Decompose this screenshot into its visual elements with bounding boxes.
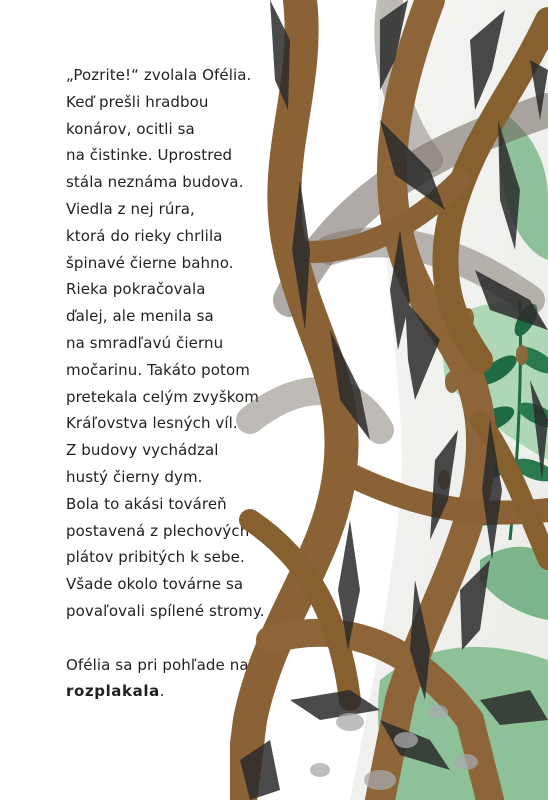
thorn bbox=[290, 690, 380, 720]
forest-illustration bbox=[230, 0, 548, 800]
text-line: Ofélia sa pri pohľade na to bbox=[66, 655, 269, 674]
text-line: na čistinke. Uprostred bbox=[66, 146, 233, 165]
text-line: povaľovali spílené stromy. bbox=[66, 601, 265, 620]
text-line: Z budovy vychádzal bbox=[66, 441, 219, 460]
text-line: Všade okolo továrne sa bbox=[66, 575, 244, 594]
text-line: pretekala celým zvyškom bbox=[66, 387, 260, 406]
text-line: ďalej, ale menila sa bbox=[66, 307, 214, 326]
text-line: hustý čierny dym. bbox=[66, 467, 203, 486]
text-line: na smradľavú čiernu bbox=[66, 333, 224, 352]
text-line: močarinu. Takáto potom bbox=[66, 360, 250, 379]
text-line: Bola to akási továreň bbox=[66, 494, 227, 513]
emphasized-word: rozplakala bbox=[66, 682, 160, 701]
text-line: „Pozrite!“ zvolala Ofélia. bbox=[66, 66, 252, 84]
text-line: postavená z plechových bbox=[66, 521, 250, 540]
text-line: špinavé čierne bahno. bbox=[66, 253, 234, 272]
text-line: Viedla z nej rúra, bbox=[66, 199, 195, 218]
text-line: ktorá do rieky chrlila bbox=[66, 226, 223, 245]
text-line: Keď prešli hradbou bbox=[66, 92, 209, 111]
seed-pod bbox=[516, 345, 528, 365]
text-line: plátov pribitých k sebe. bbox=[66, 548, 245, 567]
text-line: stála neznáma budova. bbox=[66, 173, 244, 192]
final-period: . bbox=[159, 682, 165, 701]
text-line: konárov, ocitli sa bbox=[66, 119, 195, 138]
text-line: Rieka pokračovala bbox=[66, 280, 206, 299]
text-line: Kráľovstva lesných víl. bbox=[66, 414, 238, 433]
